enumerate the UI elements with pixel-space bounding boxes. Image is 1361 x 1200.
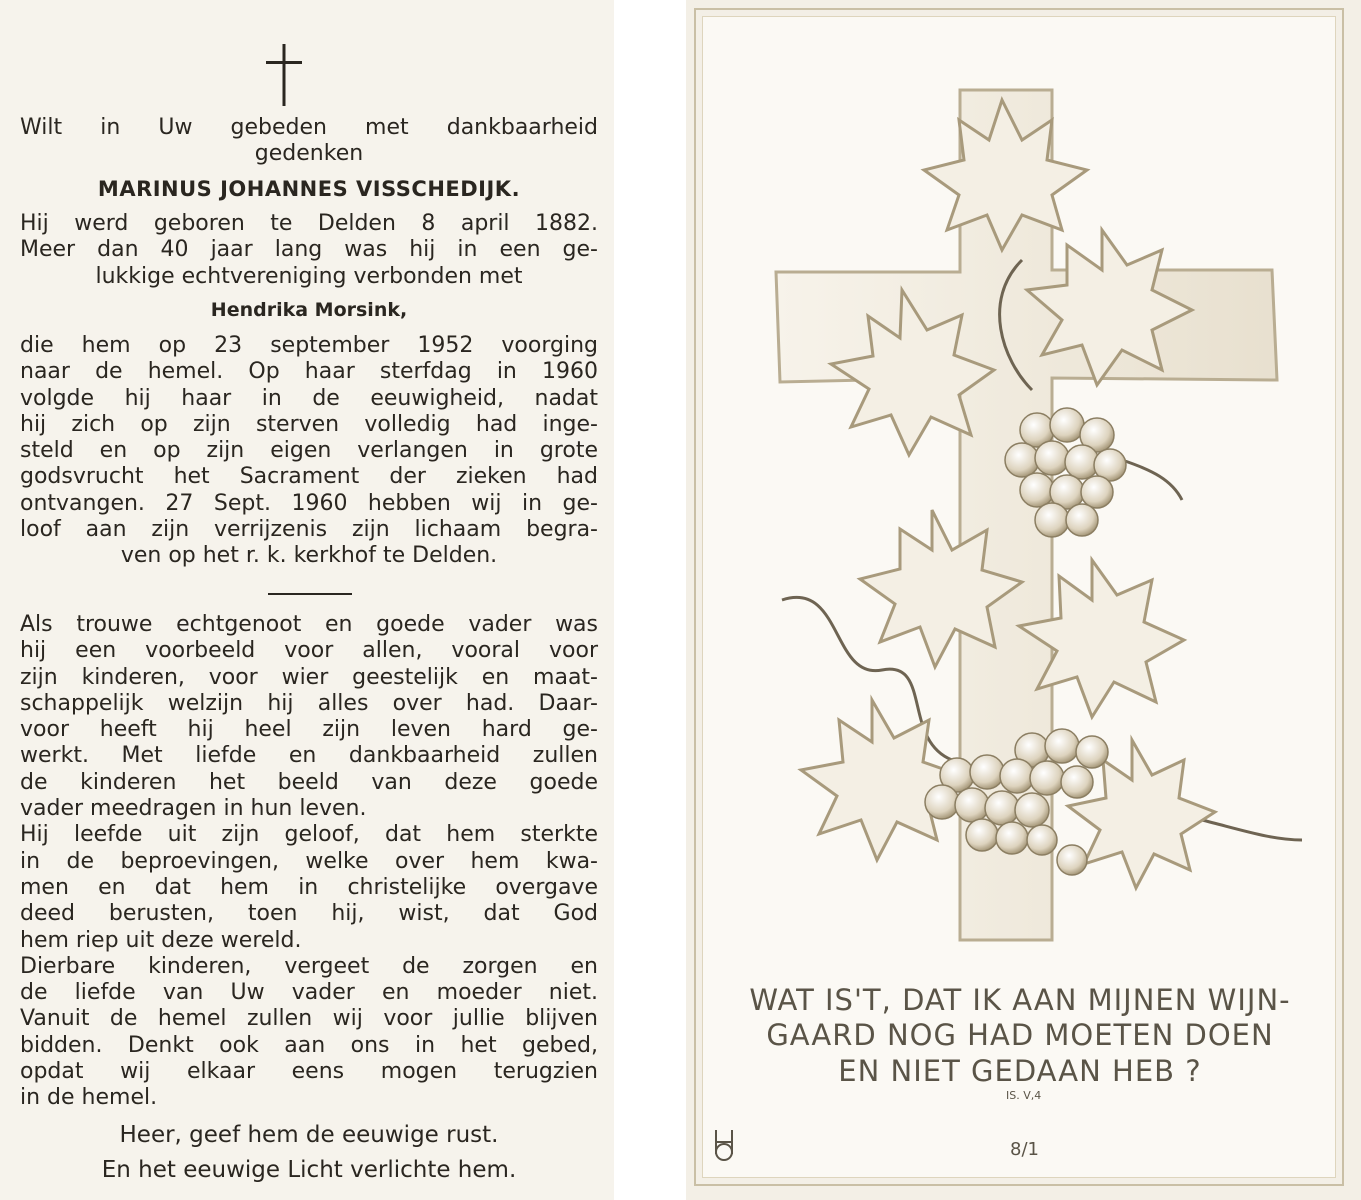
text-line: opdat wij elkaar eens mogen terugzien — [20, 1059, 598, 1085]
text-line: voor heeft hij heel zijn leven hard ge- — [20, 717, 598, 743]
closing-prayer-1: Heer, geef hem de eeuwige rust. — [119, 1122, 499, 1148]
name-line: MARINUS JOHANNES VISSCHEDIJK. — [97, 177, 521, 201]
text-line: bidden. Denkt ook aan ons in het gebed, — [20, 1032, 598, 1058]
verse-line: GAARD NOG HAD MOETEN DOEN — [766, 1018, 1274, 1052]
closing-prayer-2: En het eeuwige Licht verlichte hem. — [101, 1157, 517, 1183]
text-line: die hem op 23 september 1952 voorging — [20, 333, 598, 358]
text-line: Dierbare kinderen, vergeet de zorgen en — [20, 953, 598, 979]
text-line: schappelijk welzijn hij alles over had. Daar- — [20, 690, 598, 716]
text-line: Hij werd geboren te Delden 8 april 1882. — [20, 211, 598, 236]
body-paragraph — [20, 612, 598, 1112]
text-line: Hij leefde uit zijn geloof, dat hem sterkte — [20, 822, 598, 848]
text-line: godsvrucht het Sacrament der zieken had — [20, 464, 598, 490]
text-line: werkt. Met liefde en dankbaarheid zullen — [20, 743, 598, 769]
text-line: Meer dan 40 jaar lang was hij in een ge- — [20, 237, 598, 263]
deceased-name — [20, 176, 598, 202]
verse-reference: IS. V,4 — [1006, 1089, 1042, 1102]
text-line: hij een voorbeeld voor allen, vooral voor — [20, 638, 598, 664]
intro-line: gedenken — [254, 141, 364, 167]
text-line: hij zich op zijn sterven volledig had inge- — [20, 411, 598, 437]
intro-line: Wilt in Uw gebeden met dankbaarheid — [20, 115, 598, 140]
text-line: vader meedragen in hun leven. — [20, 796, 367, 822]
text-line: de liefde van Uw vader en moeder niet. — [20, 980, 598, 1006]
birth-paragraph — [20, 211, 598, 290]
text-line: hem riep uit deze wereld. — [20, 927, 302, 953]
cross-icon — [266, 44, 302, 106]
verse-line: WAT IS'T, DAT IK AAN MIJNEN WIJN- — [749, 983, 1291, 1017]
intro — [20, 115, 598, 168]
death-paragraph — [20, 333, 598, 570]
text-line: in de beproevingen, welke over hem kwa- — [20, 848, 598, 874]
print-number: 8/1 — [1010, 1139, 1039, 1160]
text-line: ontvangen. 27 Sept. 1960 hebben wij in ge- — [20, 490, 598, 516]
text-line: deed berusten, toen hij, wist, dat God — [20, 901, 598, 927]
text-line: Als trouwe echtgenoot en goede vader was — [20, 612, 598, 637]
section-divider — [268, 593, 352, 595]
spouse-line: Hendrika Morsink, — [210, 299, 408, 321]
publisher-monogram-icon — [712, 1128, 738, 1162]
verse-line: EN NIET GEDAAN HEB ? — [838, 1054, 1202, 1088]
spouse-name — [20, 297, 598, 323]
text-line: loof aan zijn verrijzenis zijn lichaam begra- — [20, 517, 598, 543]
text-line: naar de hemel. Op haar sterfdag in 1960 — [20, 359, 598, 385]
text-line: in de hemel. — [20, 1085, 158, 1111]
text-line: volgde hij haar in de eeuwigheid, nadat — [20, 385, 598, 411]
text-line: zijn kinderen, voor wier geestelijk en maat- — [20, 664, 598, 690]
text-line: men en dat hem in christelijke overgave — [20, 874, 598, 900]
card-gutter — [614, 0, 686, 1200]
text-line: steld en op zijn eigen verlangen in grote — [20, 438, 598, 464]
text-line: de kinderen het beeld van deze goede — [20, 769, 598, 795]
vine-cross-illustration — [702, 60, 1336, 990]
text-line: ven op het r. k. kerkhof te Delden. — [120, 543, 498, 569]
text-line: lukkige echtvereniging verbonden met — [95, 263, 523, 289]
text-line: Vanuit de hemel zullen wij voor jullie blijven — [20, 1006, 598, 1032]
